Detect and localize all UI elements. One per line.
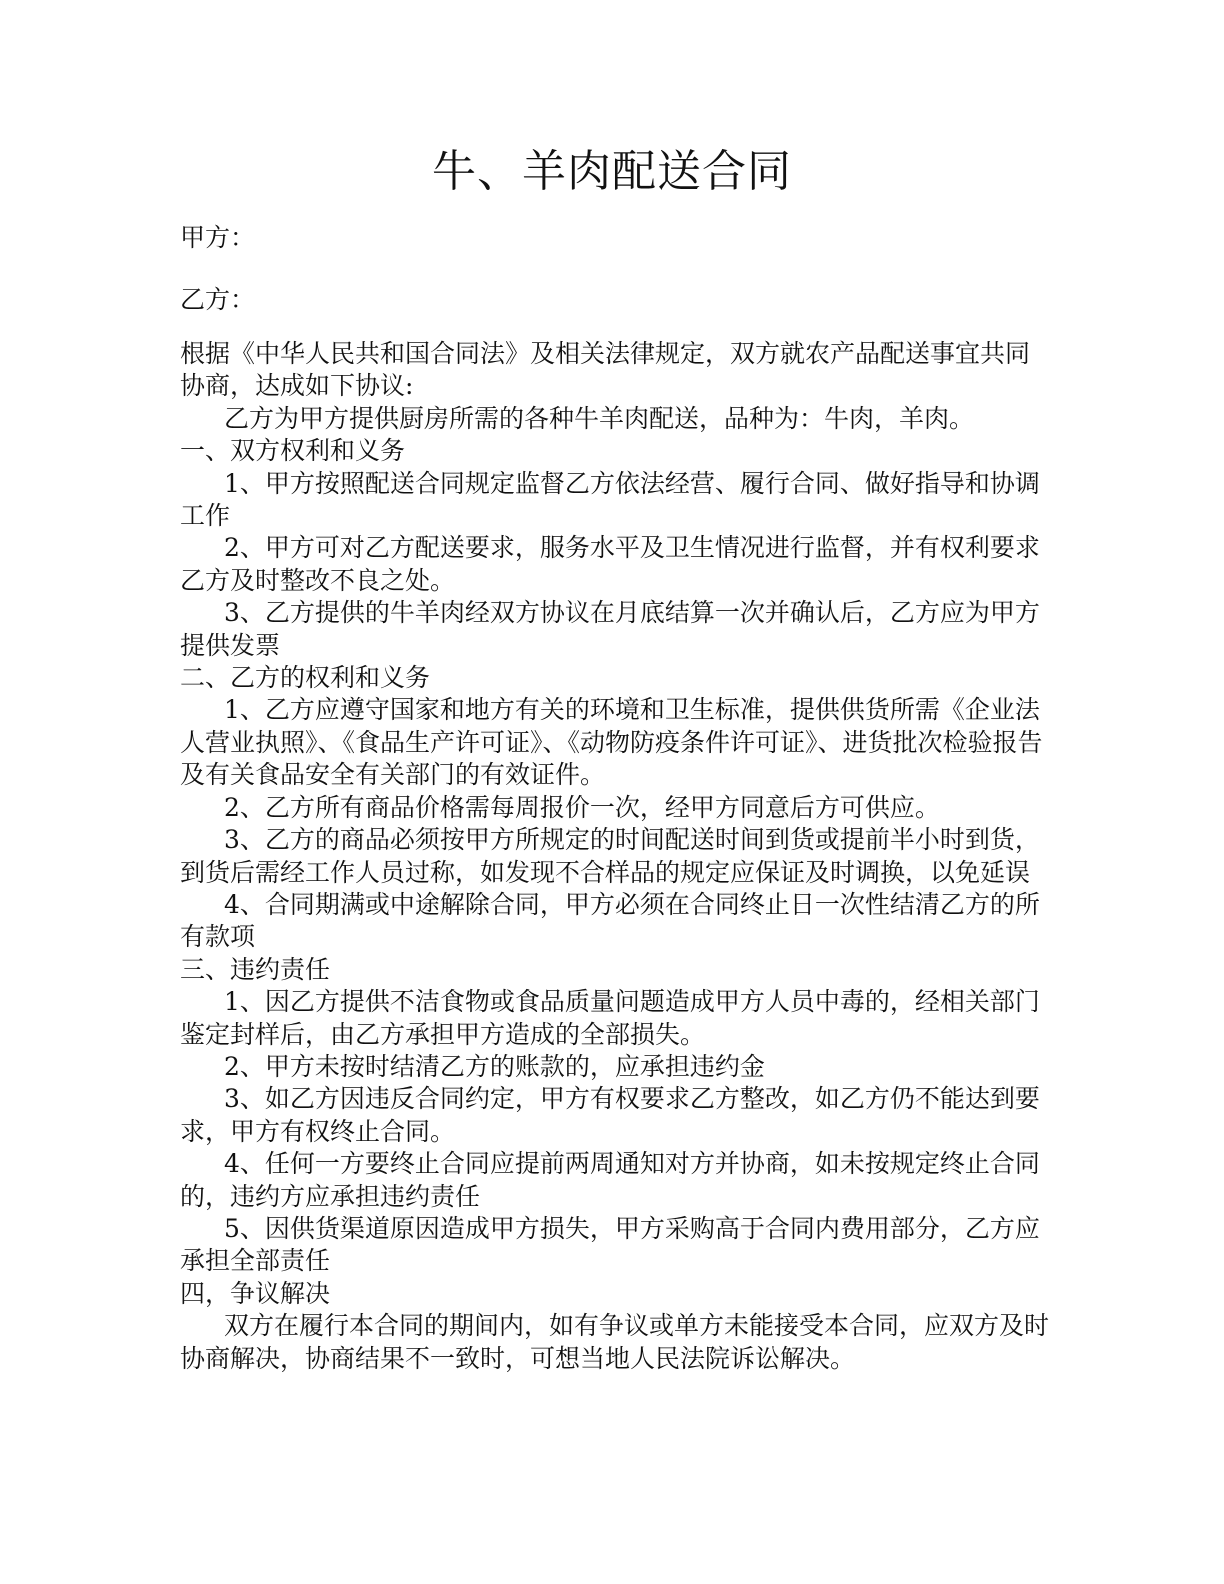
contract-clause: 乙方为甲方提供厨房所需的各种牛羊肉配送，品种为：牛肉，羊肉。	[224, 403, 975, 433]
contract-clause: 2、甲方可对乙方配送要求，服务水平及卫生情况进行监督，并有权利要求乙方及时整改不良之处。	[180, 533, 1040, 595]
contract-clause: 2、乙方所有商品价格需每周报价一次，经甲方同意后方可供应。	[224, 792, 940, 822]
contract-clause: 2、甲方未按时结清乙方的账款的，应承担违约金	[224, 1051, 765, 1081]
contract-clause: 1、因乙方提供不洁食物或食品质量问题造成甲方人员中毒的，经相关部门鉴定封样后，由乙方承担甲方造成的全部损失。	[180, 987, 1040, 1049]
party-b-label: 乙方：	[180, 285, 256, 314]
contract-body	[180, 338, 1050, 1375]
contract-clause: 双方在履行本合同的期间内，如有争议或单方未能接受本合同，应双方及时协商解决，协商结果不一致时，可想当地人民法院诉讼解决。	[180, 1311, 1050, 1373]
contract-clause: 3、乙方的商品必须按甲方所规定的时间配送时间到货或提前半小时到货，到货后需经工作人员过称，如发现不合样品的规定应保证及时调换，以免延误	[180, 825, 1040, 887]
contract-clause: 1、乙方应遵守国家和地方有关的环境和卫生标准，提供供货所需《企业法人营业执照》、《食品生产许可证》、《动物防疫条件许可证》、进货批次检验报告及有关食品安全有关部门的有效证件。	[180, 695, 1043, 790]
contract-paragraph: 四，争议解决	[180, 1278, 331, 1308]
contract-clause: 1、甲方按照配送合同规定监督乙方依法经营、履行合同、做好指导和协调工作	[180, 468, 1040, 531]
contract-clause: 5、因供货渠道原因造成甲方损失，甲方采购高于合同内费用部分，乙方应承担全部责任	[180, 1213, 1040, 1276]
contract-clause: 3、如乙方因违反合同约定，甲方有权要求乙方整改，如乙方仍不能达到要求，甲方有权终止合同。	[180, 1084, 1040, 1146]
document-title: 牛、羊肉配送合同	[432, 146, 792, 197]
contract-clause: 4、合同期满或中途解除合同，甲方必须在合同终止日一次性结清乙方的所有款项	[180, 889, 1040, 952]
contract-clause: 4、任何一方要终止合同应提前两周通知对方并协商，如未按规定终止合同的，违约方应承担违约责任	[180, 1149, 1040, 1211]
contract-paragraph: 一、双方权利和义务	[180, 436, 406, 466]
contract-paragraph: 根据《中华人民共和国合同法》及相关法律规定，双方就农产品配送事宜共同协商，达成如下协议:	[180, 339, 1031, 401]
contract-paragraph: 二、乙方的权利和义务	[180, 663, 431, 693]
party-a-label: 甲方：	[180, 223, 256, 252]
contract-clause: 3、乙方提供的牛羊肉经双方协议在月底结算一次并确认后，乙方应为甲方提供发票	[180, 598, 1040, 660]
contract-paragraph: 三、违约责任	[180, 954, 331, 984]
